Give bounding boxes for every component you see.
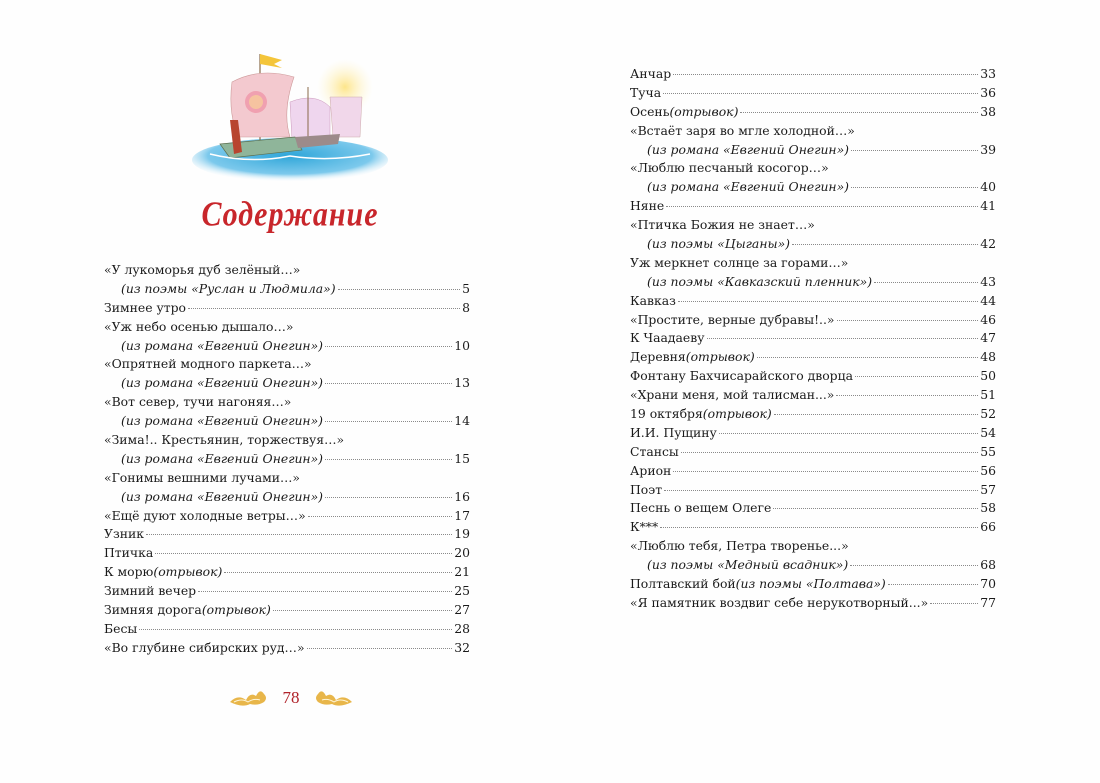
toc-page-number: 68	[980, 557, 996, 573]
toc-entry[interactable]	[630, 235, 996, 254]
toc-entry[interactable]	[104, 450, 470, 469]
dot-leader	[673, 471, 978, 472]
toc-source: (из романа «Евгений Онегин»)	[121, 375, 324, 391]
toc-source: (из романа «Евгений Онегин»)	[647, 141, 850, 157]
toc-source: (из романа «Евгений Онегин»)	[121, 413, 324, 429]
toc-source: (из романа «Евгений Онегин»)	[121, 450, 324, 466]
sailing-ships-illustration	[190, 42, 390, 182]
toc-page-number: 17	[454, 507, 470, 523]
toc-entry[interactable]	[630, 405, 996, 424]
toc-source: (из поэмы «Руслан и Людмила»)	[121, 280, 336, 296]
toc-title: «Люблю песчаный косогор…»	[630, 160, 829, 176]
toc-entry[interactable]	[630, 575, 996, 594]
toc-entry[interactable]	[104, 563, 470, 582]
toc-note: (отрывок)	[669, 103, 739, 119]
toc-title: «Храни меня, мой талисман...»	[630, 387, 835, 403]
toc-page-number: 40	[980, 179, 996, 195]
toc-page-number: 32	[454, 639, 470, 655]
toc-entry[interactable]	[630, 178, 996, 197]
toc-entry[interactable]	[630, 462, 996, 481]
toc-entry[interactable]	[630, 197, 996, 216]
toc-page-number: 27	[454, 602, 470, 618]
toc-entry[interactable]	[630, 103, 996, 122]
dot-leader	[273, 610, 452, 611]
toc-entry[interactable]	[630, 556, 996, 575]
toc-page-number: 14	[454, 413, 470, 429]
toc-title: Арион	[630, 462, 672, 478]
dot-leader	[930, 603, 978, 604]
toc-page-number: 8	[462, 299, 470, 315]
toc-source: (из поэмы «Цыганы»)	[647, 236, 790, 252]
toc-entry[interactable]	[630, 518, 996, 537]
toc-note: (отрывок)	[702, 406, 772, 422]
toc-page-number: 46	[980, 311, 996, 327]
toc-entry[interactable]	[104, 601, 470, 620]
toc-entry	[104, 318, 470, 337]
toc-entry[interactable]	[104, 280, 470, 299]
toc-title: «Встаёт заря во мгле холодной…»	[630, 122, 855, 138]
toc-entry[interactable]	[630, 329, 996, 348]
toc-page-number: 38	[980, 103, 996, 119]
toc-title: «Во глубине сибирских руд…»	[104, 639, 305, 655]
toc-entry[interactable]	[630, 292, 996, 311]
right-page	[550, 0, 1100, 783]
toc-page-number: 58	[980, 500, 996, 516]
dot-leader	[855, 376, 978, 377]
toc-page-number: 47	[980, 330, 996, 346]
toc-title: «Вот север, тучи нагоняя…»	[104, 394, 292, 410]
toc-title: Бесы	[104, 620, 138, 636]
toc-page-number: 55	[980, 443, 996, 459]
toc-page-number: 5	[462, 280, 470, 296]
toc-title: «Гонимы вешними лучами…»	[104, 469, 300, 485]
toc-title: Птичка	[104, 545, 154, 561]
dot-leader	[188, 308, 460, 309]
toc-entry[interactable]	[630, 386, 996, 405]
dot-leader	[664, 490, 978, 491]
toc-entry[interactable]	[630, 499, 996, 518]
toc-page-number: 52	[980, 406, 996, 422]
toc-note: (отрывок)	[201, 602, 271, 618]
toc-page-number: 56	[980, 462, 996, 478]
toc-note: (из поэмы «Полтава»)	[735, 576, 886, 592]
toc-entry[interactable]	[104, 507, 470, 526]
toc-source: (из романа «Евгений Онегин»)	[647, 179, 850, 195]
toc-page-number: 54	[980, 424, 996, 440]
toc-page-number: 70	[980, 576, 996, 592]
dot-leader	[338, 289, 461, 290]
toc-title: Зимняя дорога	[104, 602, 202, 618]
toc-page-number: 25	[454, 583, 470, 599]
toc-title: К Чаадаеву	[630, 330, 705, 346]
toc-entry[interactable]	[630, 84, 996, 103]
toc-source: (из поэмы «Кавказский пленник»)	[647, 273, 873, 289]
dot-leader	[198, 591, 452, 592]
toc-entry[interactable]	[104, 374, 470, 393]
toc-entry	[104, 431, 470, 450]
dot-leader	[874, 282, 978, 283]
toc-page-number: 43	[980, 273, 996, 289]
dot-leader	[325, 497, 452, 498]
dot-leader	[325, 459, 452, 460]
toc-entry[interactable]	[104, 412, 470, 431]
dot-leader	[707, 338, 979, 339]
toc-page-number: 42	[980, 236, 996, 252]
toc-title: Песнь о вещем Олеге	[630, 500, 772, 516]
toc-entry[interactable]	[630, 443, 996, 462]
toc-source: (из поэмы «Медный всадник»)	[647, 557, 849, 573]
left-ornament-icon	[228, 686, 270, 710]
toc-entry[interactable]	[630, 594, 996, 613]
toc-page-number: 57	[980, 481, 996, 497]
page-number: 78	[282, 688, 300, 707]
toc-entry[interactable]	[104, 299, 470, 318]
toc-entry[interactable]	[104, 488, 470, 507]
toc-page-number: 41	[980, 198, 996, 214]
toc-title: «Простите, верные дубравы!..»	[630, 311, 835, 327]
toc-title: «Уж небо осенью дышало…»	[104, 318, 294, 334]
dot-leader	[325, 421, 452, 422]
toc-title: «Птичка Божия не знает…»	[630, 217, 815, 233]
toc-title: «Ещё дуют холодные ветры…»	[104, 507, 306, 523]
toc-title: «Опрятней модного паркета…»	[104, 356, 312, 372]
toc-page-number: 39	[980, 141, 996, 157]
toc-title: Осень	[630, 103, 670, 119]
toc-page-number: 77	[980, 594, 996, 610]
dot-leader	[837, 320, 979, 321]
toc-entry	[630, 254, 996, 273]
toc-entry[interactable]	[104, 525, 470, 544]
dot-leader	[139, 629, 452, 630]
toc-entry[interactable]	[630, 348, 996, 367]
toc-entry[interactable]	[630, 367, 996, 386]
dot-leader	[146, 534, 452, 535]
toc-title: Зимний вечер	[104, 583, 197, 599]
dot-leader	[325, 346, 452, 347]
toc-page-number: 21	[454, 564, 470, 580]
page-footer	[228, 684, 354, 712]
toc-title: 19 октября	[630, 406, 703, 422]
dot-leader	[666, 206, 978, 207]
toc-title: К***	[630, 519, 659, 535]
toc-source: (из романа «Евгений Онегин»)	[121, 337, 324, 353]
toc-title: «Зима!.. Крестьянин, торжествуя…»	[104, 432, 345, 448]
toc-page-number: 19	[454, 526, 470, 542]
toc-entry[interactable]	[630, 481, 996, 500]
dot-leader	[673, 74, 978, 75]
toc-entry	[104, 393, 470, 412]
dot-leader	[307, 648, 453, 649]
toc-title: Зимнее утро	[104, 299, 187, 315]
toc-title: К морю	[104, 564, 154, 580]
dot-leader	[224, 572, 452, 573]
toc-page-number: 50	[980, 368, 996, 384]
toc-note: (отрывок)	[685, 349, 755, 365]
toc-source: (из романа «Евгений Онегин»)	[121, 488, 324, 504]
dot-leader	[719, 433, 978, 434]
dot-leader	[325, 383, 452, 384]
toc-title: Поэт	[630, 481, 663, 497]
dot-leader	[836, 395, 978, 396]
toc-entry[interactable]	[104, 639, 470, 658]
toc-title: И.И. Пущину	[630, 424, 717, 440]
toc-title: Узник	[104, 526, 144, 542]
toc-page-number: 20	[454, 545, 470, 561]
toc-entry[interactable]	[104, 544, 470, 563]
toc-page-number: 36	[980, 84, 996, 100]
toc-title: Стансы	[630, 443, 679, 459]
page-title: Содержание	[201, 195, 379, 234]
toc-entry[interactable]	[630, 273, 996, 292]
toc-entry	[104, 469, 470, 488]
dot-leader	[678, 301, 978, 302]
dot-leader	[888, 584, 978, 585]
dot-leader	[850, 565, 978, 566]
toc-entry[interactable]	[630, 424, 996, 443]
dot-leader	[681, 452, 978, 453]
toc-page-number: 16	[454, 488, 470, 504]
dot-leader	[851, 150, 978, 151]
right-ornament-icon	[312, 686, 354, 710]
dot-leader	[308, 516, 453, 517]
dot-leader	[663, 93, 978, 94]
toc-entry	[630, 159, 996, 178]
toc-entry	[630, 216, 996, 235]
toc-page-number: 28	[454, 620, 470, 636]
toc-page-number: 44	[980, 292, 996, 308]
toc-title: Туча	[630, 84, 662, 100]
dot-leader	[774, 414, 978, 415]
toc-entry	[630, 537, 996, 556]
dot-leader	[792, 244, 978, 245]
toc-page-number: 10	[454, 337, 470, 353]
table-of-contents-left	[104, 261, 470, 658]
dot-leader	[660, 527, 978, 528]
toc-page-number: 33	[980, 66, 996, 81]
toc-page-number: 48	[980, 349, 996, 365]
toc-title: Уж меркнет солнце за горами…»	[630, 254, 849, 270]
toc-entry[interactable]	[630, 141, 996, 160]
toc-note: (отрывок)	[153, 564, 223, 580]
toc-entry	[104, 355, 470, 374]
toc-entry	[104, 261, 470, 280]
toc-entry[interactable]	[630, 311, 996, 330]
toc-page-number: 66	[980, 519, 996, 535]
toc-title: Фонтану Бахчисарайского дворца	[630, 368, 853, 384]
dot-leader	[757, 357, 979, 358]
toc-entry[interactable]	[630, 65, 996, 84]
toc-entry[interactable]	[104, 337, 470, 356]
toc-page-number: 13	[454, 375, 470, 391]
toc-page-number: 51	[980, 387, 996, 403]
dot-leader	[851, 187, 978, 188]
toc-entry	[630, 122, 996, 141]
toc-title: Полтавский бой	[630, 576, 736, 592]
toc-title: Анчар	[630, 66, 672, 81]
toc-entry[interactable]	[104, 620, 470, 639]
dot-leader	[773, 508, 978, 509]
toc-title: Няне	[630, 198, 665, 214]
table-of-contents-right	[630, 65, 996, 613]
dot-leader	[740, 112, 978, 113]
dot-leader	[155, 553, 452, 554]
toc-page-number: 15	[454, 450, 470, 466]
toc-title: «Я памятник воздвиг себе нерукотворный...»	[630, 594, 929, 610]
toc-title: «Люблю тебя, Петра творенье...»	[630, 538, 849, 554]
toc-title: Деревня	[630, 349, 686, 365]
toc-title: Кавказ	[630, 292, 676, 308]
toc-title: «У лукоморья дуб зелёный…»	[104, 262, 301, 277]
toc-entry[interactable]	[104, 582, 470, 601]
